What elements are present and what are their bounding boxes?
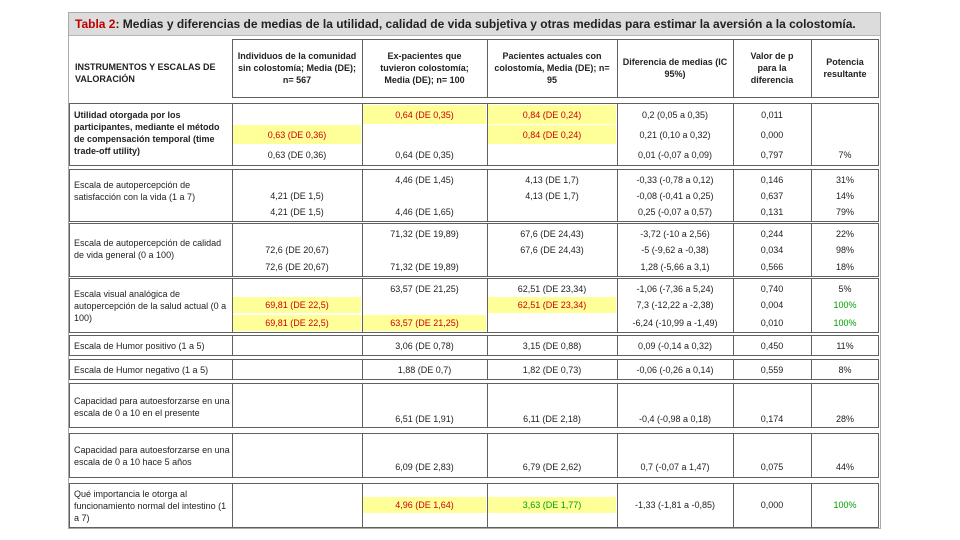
cell-power: 18% — [835, 261, 854, 272]
grid-line — [69, 383, 70, 428]
cell-value: 4,46 (DE 1,65) — [395, 206, 454, 217]
row-label-effort-present: Capacidad para autoesforzarse en una escala de 0 a 10 en el presente — [74, 396, 230, 418]
grid-line — [617, 39, 618, 98]
cell-value: 4,13 (DE 1,7) — [525, 174, 579, 185]
cell-difference: -1,33 (-1,81 a -0,85) — [634, 500, 716, 510]
grid-line — [811, 335, 812, 356]
cell-difference: -0,4 (-0,98 a 0,18) — [638, 414, 712, 424]
cell-p-value: 0,450 — [760, 341, 784, 351]
grid-line — [69, 169, 878, 170]
grid-line — [362, 433, 363, 478]
cell-value: 3,06 (DE 0,78) — [395, 341, 454, 351]
grid-line — [733, 169, 734, 222]
cell-p-value: 0,131 — [760, 206, 784, 217]
cell-value: 4,96 (DE 1,64) — [363, 497, 486, 513]
cell-power: 7% — [838, 149, 852, 160]
grid-line — [232, 278, 233, 333]
grid-line — [69, 383, 878, 384]
grid-line — [487, 335, 488, 356]
header-expatients: Ex-pacientes que tuvieron colostomía; Media (DE); n= 100 — [380, 51, 469, 85]
cell-difference: 0,09 (-0,14 a 0,32) — [637, 341, 713, 351]
grid-line — [733, 39, 734, 98]
grid-line — [487, 223, 488, 277]
cell-power: 31% — [835, 174, 854, 185]
grid-line — [617, 359, 618, 380]
grid-line — [69, 223, 70, 277]
header-community: Individuos de la comunidad sin colostomía; Media (DE); n= 567 — [237, 51, 357, 85]
grid-line — [811, 359, 812, 380]
grid-line — [232, 169, 233, 222]
cell-difference: 7,3 (-12,22 a -2,38) — [636, 300, 714, 310]
cell-value: 72,6 (DE 20,67) — [265, 261, 329, 272]
cell-value: 4,13 (DE 1,7) — [525, 190, 579, 201]
cell-value: 69,81 (DE 22,5) — [233, 297, 361, 313]
grid-line — [69, 103, 70, 166]
cell-difference: -0,33 (-0,78 a 0,12) — [636, 174, 714, 185]
row-label-effort-5years: Capacidad para autoesforzarse en una escala de 0 a 10 hace 5 años — [74, 445, 230, 467]
cell-power: 98% — [835, 244, 854, 255]
cell-value: 72,6 (DE 20,67) — [265, 244, 329, 255]
grid-line — [811, 103, 812, 166]
cell-value: 0,63 (DE 0,36) — [233, 125, 361, 144]
grid-line — [362, 169, 363, 222]
grid-line — [362, 359, 363, 380]
cell-power: 44% — [835, 462, 854, 472]
cell-value: 4,46 (DE 1,45) — [395, 174, 454, 185]
grid-line — [232, 39, 878, 40]
grid-line — [232, 335, 233, 356]
grid-line — [878, 278, 879, 333]
grid-line — [362, 335, 363, 356]
cell-p-value: 0,740 — [760, 283, 784, 294]
cell-p-value: 0,146 — [760, 174, 784, 185]
grid-line — [811, 169, 812, 222]
cell-difference: -0,06 (-0,26 a 0,14) — [636, 365, 714, 375]
cell-value: 0,63 (DE 0,36) — [267, 149, 327, 160]
grid-line — [878, 383, 879, 428]
table-title — [75, 17, 856, 31]
cell-power: 79% — [835, 206, 854, 217]
cell-value: 4,21 (DE 1,5) — [270, 190, 324, 201]
cell-value: 0,84 (DE 0,24) — [488, 105, 616, 124]
grid-line — [617, 169, 618, 222]
grid-line — [232, 359, 233, 380]
grid-line — [878, 103, 879, 166]
cell-difference: 0,21 (0,10 a 0,32) — [639, 129, 711, 140]
cell-power: 22% — [835, 228, 854, 239]
grid-line — [811, 433, 812, 478]
cell-p-value: 0,000 — [760, 500, 784, 510]
grid-line — [487, 169, 488, 222]
grid-line — [69, 427, 878, 428]
grid-line — [617, 483, 618, 528]
cell-power: 100% — [833, 300, 857, 310]
grid-line — [69, 335, 878, 336]
cell-p-value: 0,004 — [760, 300, 784, 310]
grid-line — [617, 335, 618, 356]
grid-line — [69, 332, 878, 333]
cell-difference: 0,7 (-0,07 a 1,47) — [640, 462, 710, 472]
grid-line — [69, 223, 878, 224]
cell-p-value: 0,075 — [760, 462, 784, 472]
cell-value: 1,82 (DE 0,73) — [522, 365, 582, 375]
cell-p-value: 0,244 — [760, 228, 784, 239]
cell-value: 6,79 (DE 2,62) — [522, 462, 582, 472]
grid-line — [733, 223, 734, 277]
grid-line — [69, 276, 878, 277]
header-instrument: INSTRUMENTOS Y ESCALAS DE VALORACIÓN — [75, 62, 216, 84]
grid-line — [733, 483, 734, 528]
grid-line — [69, 483, 878, 484]
grid-line — [733, 335, 734, 356]
header-difference: Diferencia de medias (IC 95%) — [622, 57, 728, 79]
table-frame — [68, 12, 881, 529]
grid-line — [733, 278, 734, 333]
grid-line — [362, 383, 363, 428]
cell-value: 0,64 (DE 0,35) — [395, 149, 454, 160]
cell-value: 0,64 (DE 0,35) — [363, 105, 486, 124]
cell-value: 63,57 (DE 21,25) — [390, 283, 459, 294]
header-p-value: Valor de p para la diferencia — [750, 51, 794, 85]
grid-line — [362, 103, 363, 166]
cell-p-value: 0,559 — [760, 365, 784, 375]
grid-line — [878, 433, 879, 478]
grid-line — [733, 433, 734, 478]
cell-value: 6,09 (DE 2,83) — [395, 462, 454, 472]
grid-line — [617, 433, 618, 478]
grid-line — [733, 359, 734, 380]
grid-line — [362, 278, 363, 333]
row-label-bowel-importance: Qué importancia le otorga al funcionamiento normal del intestino (1 a 7) — [74, 489, 227, 523]
row-label-tto-utility: Utilidad otorgada por los participantes, mediante el método de compensación temporal (time trade-off utility) — [74, 110, 220, 156]
grid-line — [878, 359, 879, 380]
grid-line — [69, 483, 70, 528]
grid-line — [232, 383, 233, 428]
grid-line — [69, 221, 878, 222]
header-current-patients: Pacientes actuales con colostomía, Media (DE); n= 95 — [494, 51, 610, 85]
cell-p-value: 0,010 — [760, 318, 784, 328]
cell-p-value: 0,797 — [760, 149, 784, 160]
grid-line — [487, 278, 488, 333]
grid-line — [69, 335, 70, 356]
cell-p-value: 0,034 — [760, 244, 784, 255]
grid-line — [69, 165, 878, 166]
cell-value: 62,51 (DE 23,34) — [488, 297, 616, 313]
title-bar — [69, 13, 880, 36]
cell-power: 8% — [838, 365, 852, 375]
table-title-label: Tabla 2 — [75, 17, 116, 31]
cell-power: 5% — [838, 283, 852, 294]
grid-line — [878, 483, 879, 528]
cell-p-value: 0,000 — [760, 129, 784, 140]
grid-line — [69, 355, 878, 356]
grid-line — [69, 359, 878, 360]
cell-value: 62,51 (DE 23,34) — [517, 283, 587, 294]
cell-difference: 0,01 (-0,07 a 0,09) — [637, 149, 713, 160]
cell-value: 4,21 (DE 1,5) — [270, 206, 324, 217]
grid-line — [487, 39, 488, 98]
cell-difference: -6,24 (-10,99 a -1,49) — [632, 318, 718, 328]
grid-line — [232, 483, 233, 528]
cell-value: 71,32 (DE 19,89) — [390, 261, 459, 272]
table-title-text: : Medias y diferencias de medias de la utilidad, calidad de vida subjetiva y otras medidas para estimar la aversión a la colostomía. — [115, 17, 856, 31]
grid-line — [878, 223, 879, 277]
cell-value: 67,6 (DE 24,43) — [520, 244, 584, 255]
grid-line — [232, 97, 878, 98]
grid-line — [232, 39, 233, 98]
grid-line — [69, 103, 878, 104]
row-label-satisfaction: Escala de autopercepción de satisfacción con la vida (1 a 7) — [74, 180, 196, 202]
cell-power: 100% — [833, 500, 857, 510]
cell-value: 63,57 (DE 21,25) — [363, 315, 486, 331]
cell-difference: 1,28 (-5,66 a 3,1) — [640, 261, 710, 272]
cell-p-value: 0,011 — [761, 109, 783, 120]
cell-difference: -1,06 (-7,36 a 5,24) — [636, 283, 714, 294]
grid-line — [878, 169, 879, 222]
grid-line — [232, 433, 233, 478]
cell-value: 69,81 (DE 22,5) — [233, 315, 361, 331]
cell-power: 28% — [835, 414, 854, 424]
cell-difference: 0,2 (0,05 a 0,35) — [641, 109, 709, 120]
grid-line — [487, 483, 488, 528]
cell-difference: 0,25 (-0,07 a 0,57) — [637, 206, 713, 217]
grid-line — [69, 433, 878, 434]
cell-value: 3,63 (DE 1,77) — [488, 497, 616, 513]
cell-value: 1,88 (DE 0,7) — [397, 365, 452, 375]
cell-value: 3,15 (DE 0,88) — [522, 341, 582, 351]
grid-line — [617, 223, 618, 277]
grid-line — [487, 433, 488, 478]
grid-line — [69, 527, 878, 528]
cell-value: 71,32 (DE 19,89) — [390, 228, 459, 239]
cell-difference: -3,72 (-10 a 2,56) — [640, 228, 710, 239]
cell-difference: -5 (-9,62 a -0,38) — [641, 244, 709, 255]
cell-p-value: 0,174 — [760, 414, 784, 424]
grid-line — [69, 379, 878, 380]
cell-power: 100% — [833, 318, 857, 328]
cell-power: 11% — [836, 341, 854, 351]
cell-value: 6,11 (DE 2,18) — [523, 414, 581, 424]
grid-line — [69, 433, 70, 478]
grid-line — [811, 223, 812, 277]
grid-line — [69, 278, 70, 333]
grid-line — [617, 383, 618, 428]
grid-line — [878, 39, 879, 98]
cell-p-value: 0,566 — [760, 261, 784, 272]
grid-line — [811, 278, 812, 333]
cell-value: 0,84 (DE 0,24) — [488, 125, 616, 144]
grid-line — [487, 359, 488, 380]
grid-line — [617, 278, 618, 333]
grid-line — [232, 223, 233, 277]
cell-value: 67,6 (DE 24,43) — [520, 228, 584, 239]
header-power: Potencia resultante — [823, 57, 867, 79]
grid-line — [811, 39, 812, 98]
row-label-negative-mood: Escala de Humor negativo (1 a 5) — [74, 365, 209, 375]
grid-line — [487, 103, 488, 166]
grid-line — [69, 169, 70, 222]
cell-difference: -0,08 (-0,41 a 0,25) — [636, 190, 714, 201]
grid-line — [232, 103, 233, 166]
grid-line — [811, 383, 812, 428]
grid-line — [69, 359, 70, 380]
row-label-quality-of-life: Escala de autopercepción de calidad de vida general (0 a 100) — [74, 238, 222, 260]
grid-line — [69, 278, 878, 279]
cell-p-value: 0,637 — [760, 190, 784, 201]
grid-line — [733, 383, 734, 428]
grid-line — [878, 335, 879, 356]
grid-line — [362, 39, 363, 98]
cell-value: 6,51 (DE 1,91) — [395, 414, 454, 424]
grid-line — [69, 477, 878, 478]
row-label-visual-analog: Escala visual analógica de autopercepción de la salud actual (0 a 100) — [74, 289, 227, 323]
grid-line — [487, 383, 488, 428]
grid-line — [617, 103, 618, 166]
grid-line — [733, 103, 734, 166]
grid-line — [362, 223, 363, 277]
cell-power: 14% — [835, 190, 854, 201]
grid-line — [362, 483, 363, 528]
grid-line — [811, 483, 812, 528]
row-label-positive-mood: Escala de Humor positivo (1 a 5) — [74, 341, 205, 351]
